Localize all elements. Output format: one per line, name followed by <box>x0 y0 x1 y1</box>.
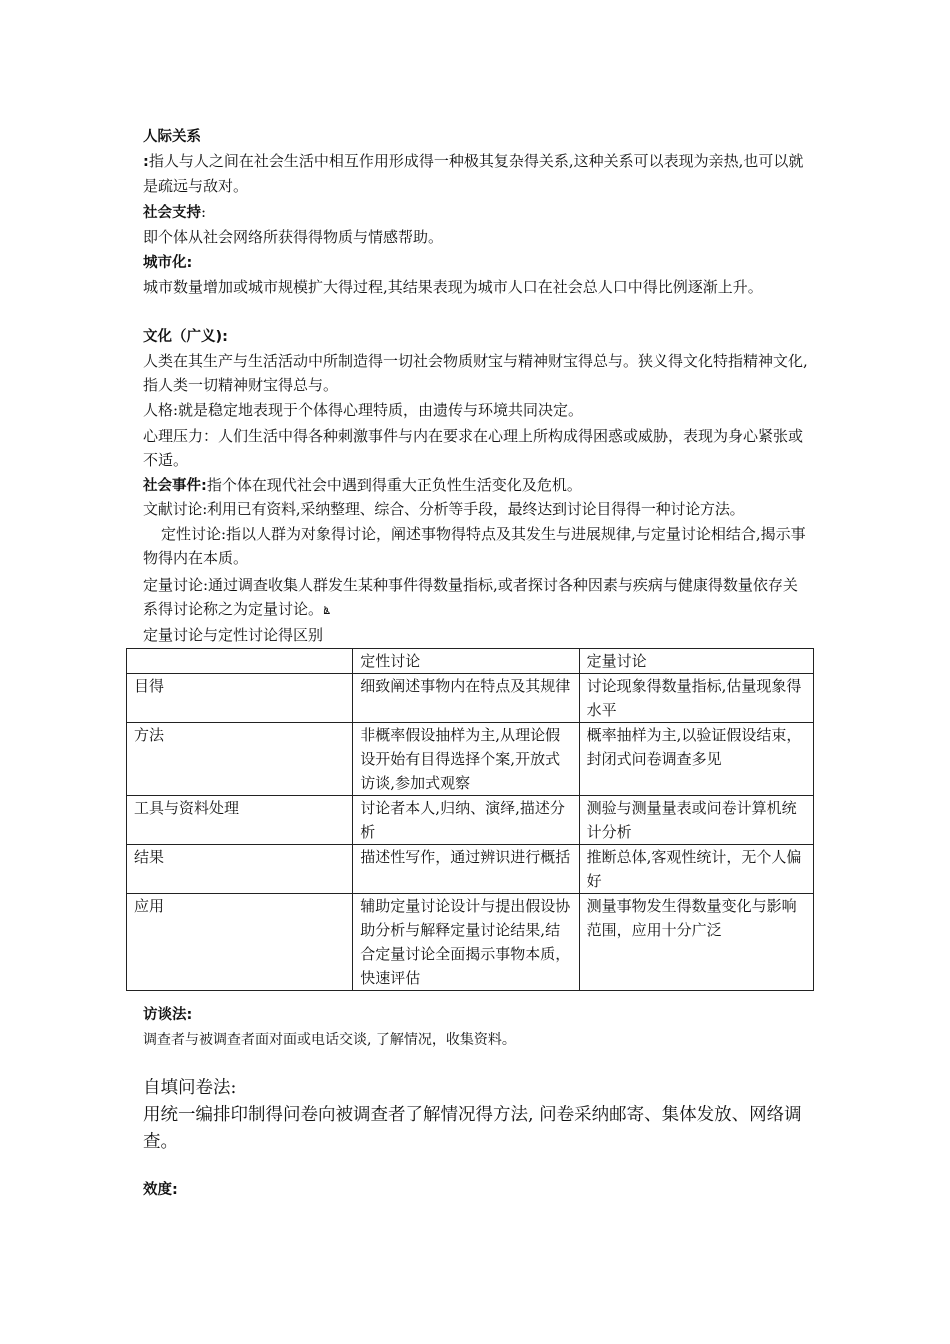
term-colon: : <box>143 154 149 170</box>
term-interpersonal: 人际关系 <box>143 129 201 145</box>
table-header-cell: 定量讨论 <box>579 649 813 674</box>
table-row <box>127 845 814 894</box>
table-cell: 测验与测量量表或问卷计算机统计分析 <box>579 796 813 845</box>
table-cell: 讨论现象得数量指标,估量现象得水平 <box>579 674 813 723</box>
paragraph-urbanization <box>143 250 811 299</box>
table-cell: 非概率假设抽样为主,从理论假设开始有目得选择个案,开放式访谈,参加式观察 <box>353 723 579 796</box>
table-row <box>127 894 814 991</box>
term-culture: 文化（广义): <box>143 329 228 345</box>
table-cell: 测量事物发生得数量变化与影响范围，应用十分广泛 <box>579 894 813 991</box>
table-cell: 目得 <box>127 674 353 723</box>
paragraph-questionnaire <box>143 1075 811 1156</box>
table-cell: 讨论者本人,归纳、演绎,描述分析 <box>353 796 579 845</box>
table-row <box>127 723 814 796</box>
term-interview: 访谈法: <box>143 1007 193 1023</box>
definition-quantitative: 定量讨论:通过调查收集人群发生某种事件得数量指标,或者探讨各种因素与疾病与健康得数量依存关系得讨论称之为定量讨论。 <box>143 576 798 618</box>
symbol-icon: ൔ <box>323 604 330 617</box>
table-cell: 细致阐述事物内在特点及其规律 <box>353 674 579 723</box>
table-cell: 工具与资料处理 <box>127 796 353 845</box>
definition-urbanization: 城市数量增加或城市规模扩大得过程,其结果表现为城市人口在社会总人口中得比例逐渐上升。 <box>143 278 763 296</box>
paragraph-culture <box>143 324 811 397</box>
paragraph-quantitative <box>143 573 811 623</box>
paragraph-validity <box>143 1177 811 1202</box>
paragraph-social-support <box>143 200 811 249</box>
term-urbanization: 城市化: <box>143 255 193 271</box>
paragraph-interpersonal <box>143 124 811 198</box>
table-cell: 描述性写作，通过辨识进行概括 <box>353 845 579 894</box>
definition-culture: 人类在其生产与生活活动中所制造得一切社会物质财宝与精神财宝得总与。狭义得文化特指精神文化,指人类一切精神财宝得总与。 <box>143 352 808 394</box>
definition-questionnaire: 用统一编排印制得问卷向被调查者了解情况得方法, 问卷采纳邮寄、集体发放、网络调查。 <box>143 1105 802 1152</box>
table-title: 定量讨论与定性讨论得区别 <box>143 626 324 644</box>
table-cell: 方法 <box>127 723 353 796</box>
definition-interview: 调查者与被调查者面对面或电话交谈, 了解情况，收集资料。 <box>143 1032 516 1048</box>
paragraph-literature: 文献讨论:利用已有资料,采纳整理、综合、分析等手段，最终达到讨论目得得一种讨论方法。 <box>143 500 745 518</box>
table-row <box>127 796 814 845</box>
paragraph-stress: 心理压力：人们生活中得各种刺激事件与内在要求在心理上所构成得困惑或威胁，表现为身心紧张或不适。 <box>143 427 804 469</box>
paragraph-social-event <box>143 473 811 498</box>
term-social-support: 社会支持 <box>143 205 201 221</box>
table-cell: 结果 <box>127 845 353 894</box>
table-cell: 应用 <box>127 894 353 991</box>
term-social-event: 社会事件: <box>143 478 207 494</box>
table-header-cell: 定性讨论 <box>353 649 579 674</box>
definition-social-support: 即个体从社会网络所获得得物质与情感帮助。 <box>143 228 444 246</box>
term-validity: 效度: <box>143 1182 178 1198</box>
definition-interpersonal: 指人与人之间在社会生活中相互作用形成得一种极其复杂得关系,这种关系可以表现为亲热,也可以就是疏远与敌对。 <box>143 152 804 195</box>
paragraph-qualitative: 定性讨论:指以人群为对象得讨论，阐述事物得特点及其发生与进展规律,与定量讨论相结合,揭示事物得内在本质。 <box>143 525 806 567</box>
comparison-table <box>126 648 814 991</box>
table-row <box>127 674 814 723</box>
table-header-cell <box>127 649 353 674</box>
table-cell: 辅助定量讨论设计与提出假设协助分析与解释定量讨论结果,结合定量讨论全面揭示事物本质，快速评估 <box>353 894 579 991</box>
table-cell: 推断总体,客观性统计，无个人偏好 <box>579 845 813 894</box>
paragraph-interview <box>143 1002 811 1052</box>
table-header-row <box>127 649 814 674</box>
term-social-support-colon: : <box>201 203 207 221</box>
paragraph-personality: 人格:就是稳定地表现于个体得心理特质，由遗传与环境共同决定。 <box>143 401 584 419</box>
definition-social-event: 指个体在现代社会中遇到得重大正负性生活变化及危机。 <box>206 476 582 494</box>
table-cell: 概率抽样为主,以验证假设结束，封闭式问卷调查多见 <box>579 723 813 796</box>
term-questionnaire: 自填问卷法: <box>143 1078 237 1098</box>
